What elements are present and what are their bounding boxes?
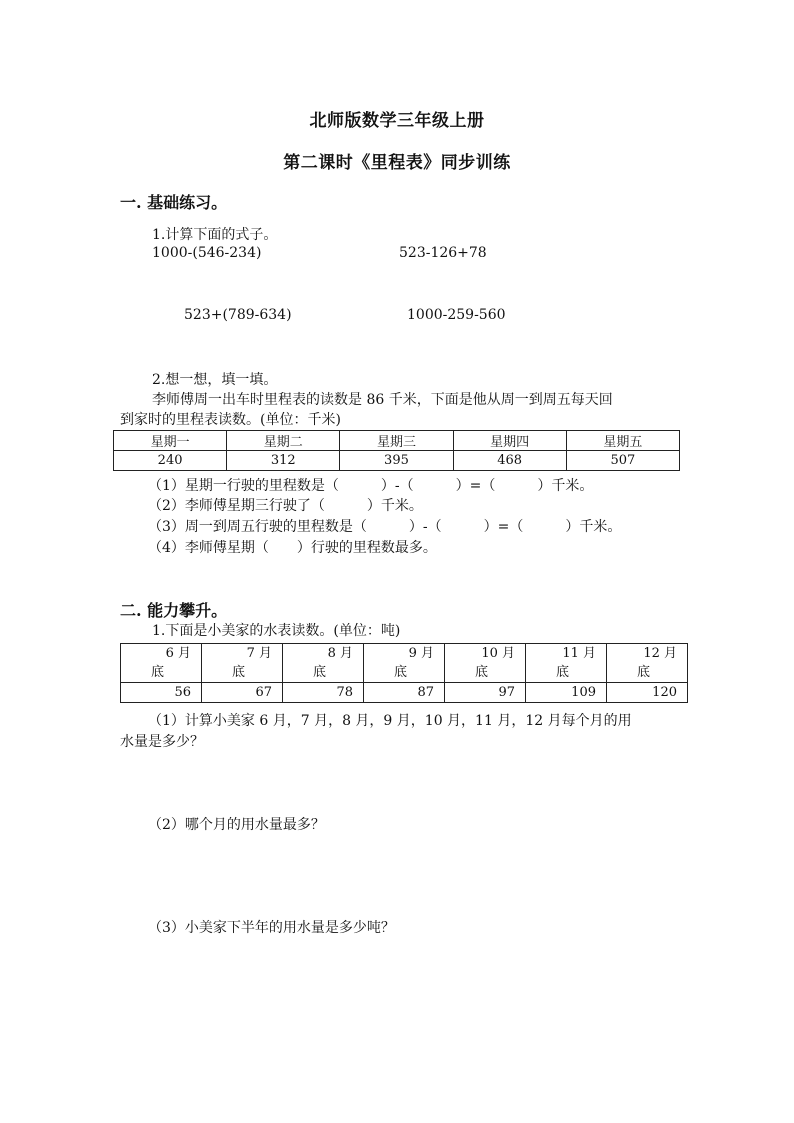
table-cell: 120 [607, 683, 688, 703]
table-cell: 109 [526, 683, 607, 703]
mileage-table [113, 430, 680, 471]
table-cell: 87 [364, 683, 445, 703]
page-title: 北师版数学三年级上册 [309, 111, 485, 131]
water-meter-table [120, 643, 688, 703]
expression-d: 1000-259-560 [407, 307, 506, 323]
expression-c: 523+(789-634) [184, 307, 292, 323]
table-header-cell: 星期二 [227, 431, 340, 451]
q2-sub1: （1）星期一行驶的里程数是（ ）-（ ）=（ ）千米。 [148, 478, 594, 494]
table-header-cell: 7 月 底 [202, 644, 283, 683]
q2-sub3: （3）周一到周五行驶的里程数是（ ）-（ ）=（ ）千米。 [148, 519, 622, 535]
table-cell: 78 [283, 683, 364, 703]
water-sub1-line1: （1）计算小美家 6 月，7 月，8 月，9 月，10 月，11 月，12 月每个月的用 [148, 713, 632, 729]
page-subtitle: 第二课时《里程表》同步训练 [283, 153, 511, 173]
table-header-cell: 星期三 [340, 431, 453, 451]
table-row [114, 431, 680, 451]
water-sub2: （2）哪个月的用水量最多？ [148, 817, 325, 833]
table-cell: 507 [566, 451, 679, 471]
table-header-cell: 6 月 底 [121, 644, 202, 683]
section2-heading: 二. 能力攀升。 [120, 601, 228, 620]
table-row [114, 451, 680, 471]
table-header-cell: 星期四 [453, 431, 566, 451]
table-header-cell: 星期五 [566, 431, 679, 451]
q1-prompt: 1.计算下面的式子。 [152, 227, 278, 243]
table-cell: 240 [114, 451, 227, 471]
table-cell: 468 [453, 451, 566, 471]
table-row [121, 644, 688, 683]
q2-sub2: （2）李师傅星期三行驶了（ ）千米。 [148, 498, 423, 514]
table-header-cell: 9 月 底 [364, 644, 445, 683]
table-cell: 312 [227, 451, 340, 471]
q2-sub4: （4）李师傅星期（ ）行驶的里程数最多。 [148, 540, 437, 556]
table-header-cell: 8 月 底 [283, 644, 364, 683]
water-sub3: （3）小美家下半年的用水量是多少吨？ [148, 920, 395, 936]
water-prompt: 1.下面是小美家的水表读数。(单位：吨) [152, 623, 401, 639]
table-header-cell: 12 月 底 [607, 644, 688, 683]
q2-intro-line1: 李师傅周一出车时里程表的读数是 86 千米，下面是他从周一到周五每天回 [152, 392, 613, 408]
section1-heading: 一. 基础练习。 [120, 193, 228, 212]
expression-a: 1000-(546-234) [152, 245, 262, 261]
table-cell: 395 [340, 451, 453, 471]
q2-prompt: 2.想一想，填一填。 [152, 372, 278, 388]
table-header-cell: 11 月 底 [526, 644, 607, 683]
table-header-cell: 星期一 [114, 431, 227, 451]
q2-intro-line2: 到家时的里程表读数。(单位：千米) [120, 412, 341, 428]
table-header-cell: 10 月 底 [445, 644, 526, 683]
table-cell: 67 [202, 683, 283, 703]
expression-b: 523-126+78 [399, 245, 487, 261]
water-sub1-line2: 水量是多少？ [120, 734, 204, 750]
table-cell: 97 [445, 683, 526, 703]
table-cell: 56 [121, 683, 202, 703]
table-row [121, 683, 688, 703]
